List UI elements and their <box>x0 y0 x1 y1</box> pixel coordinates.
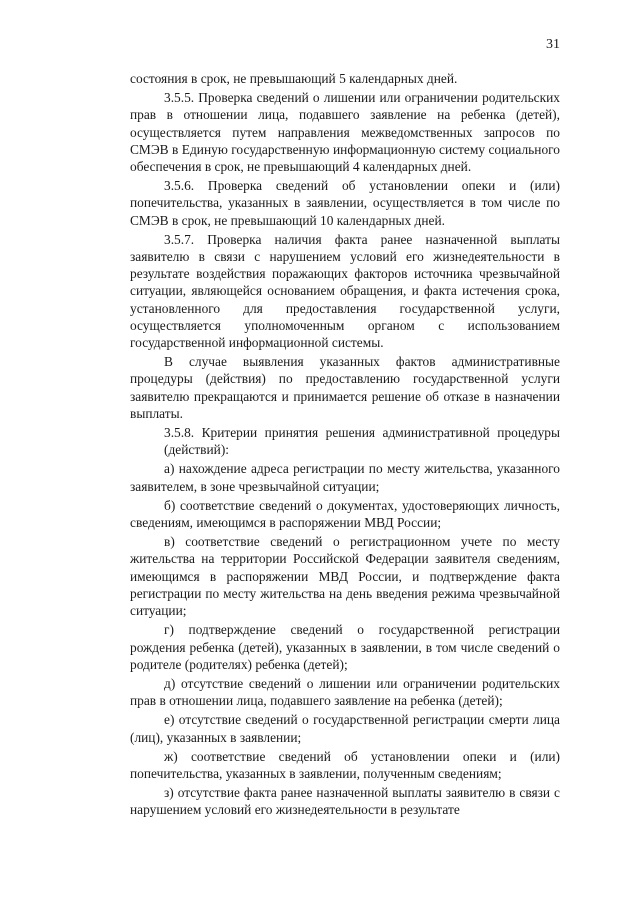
criterion-a: а) нахождение адреса регистрации по месту жительства, указанного заявителем, в зоне чрезвычайной ситуации; <box>130 461 560 494</box>
criterion-zh: ж) соответствие сведений об установлении опеки и (или) попечительства, указанных в заявлении, полученным сведениям; <box>130 748 560 781</box>
document-body <box>130 70 560 819</box>
paragraph-3-5-8: 3.5.8. Критерии принятия решения административной процедуры (действий): <box>164 425 560 458</box>
criterion-d: д) отсутствие сведений о лишении или ограничении родительских прав в отношении лица, подавшего заявление на ребенка (детей); <box>130 675 560 709</box>
page-number: 31 <box>546 37 560 52</box>
criterion-z: з) отсутствие факта ранее назначенной выплаты заявителю в связи с нарушением условий его жизнедеятельности в результате <box>130 785 560 818</box>
paragraph-refusal-case: В случае выявления указанных фактов административные процедуры (действия) по предоставлению государственной услуги заявителю прекращаются и принимается решение об отказе в назначении выплаты. <box>130 354 560 421</box>
criterion-e: е) отсутствие сведений о государственной регистрации смерти лица (лиц), указанных в заявлении; <box>130 712 560 745</box>
criterion-g: г) подтверждение сведений о государственной регистрации рождения ребенка (детей), указанных в заявлении, в том числе сведений о родителе (родителях) ребенка (детей); <box>130 622 560 672</box>
criterion-b: б) соответствие сведений о документах, удостоверяющих личность, сведениям, имеющимся в распоряжении МВД России; <box>130 497 560 531</box>
criterion-v: в) соответствие сведений о регистрационном учете по месту жительства на территории Российской Федерации заявителя сведениям, имеющимся в распоряжении МВД России, и подтверждение факта регистрации по месту жительства на день введения режима чрезвычайной ситуации; <box>130 534 560 619</box>
paragraph-3-5-5: 3.5.5. Проверка сведений о лишении или ограничении родительских прав в отношении лица, подавшего заявление на ребенка (детей), осуществляется путем направления межведомственных запросов по СМЭВ в Единую государственную информационную систему социального обеспечения в срок, не превышающий 4 календарных дней. <box>130 90 560 175</box>
paragraph-3-5-7: 3.5.7. Проверка наличия факта ранее назначенной выплаты заявителю в связи с нарушением условий его жизнедеятельности в результате воздействия поражающих факторов источника чрезвычайной ситуации, являющейся основанием обращения, и факта истечения срока, установленного для предоставления государственной услуги, осуществляется уполномоченным органом с использованием государственной информационной системы. <box>130 231 560 351</box>
paragraph-continuation: состояния в срок, не превышающий 5 календарных дней. <box>130 71 458 86</box>
paragraph-3-5-6: 3.5.6. Проверка сведений об установлении опеки и (или) попечительства, указанных в заявлении, осуществляется в том числе по СМЭВ в срок, не превышающий 10 календарных дней. <box>130 178 560 228</box>
